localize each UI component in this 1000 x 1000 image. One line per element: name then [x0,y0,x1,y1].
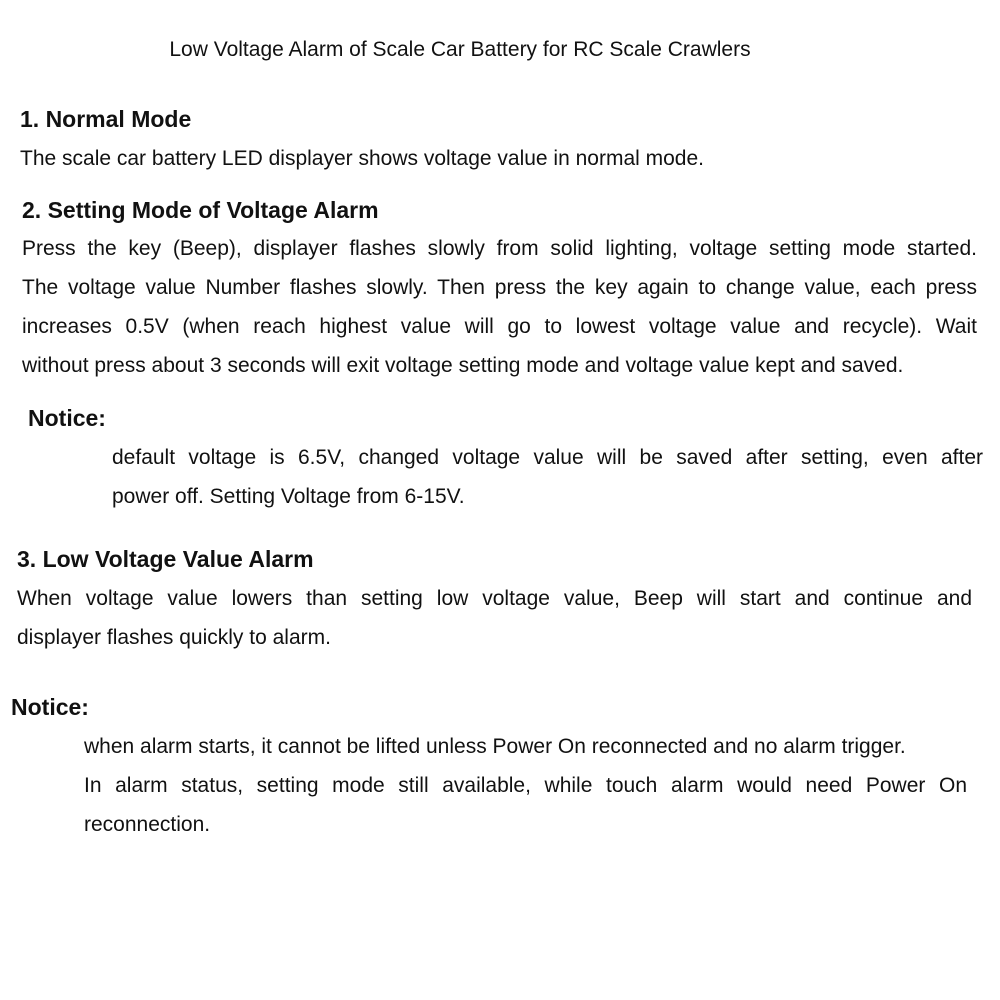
notice-2-line: reconnection. [84,813,211,836]
notice-2-line: In alarm status, setting mode still available, while touch alarm would need Power On [84,774,967,797]
document-title: Low Voltage Alarm of Scale Car Battery for RC Scale Crawlers [169,38,751,61]
section-1-body [20,139,970,178]
section-3-body [17,579,972,657]
notice-1-label: Notice: [28,405,106,431]
section-2-line: The voltage value Number flashes slowly. Then press the key again to change value, each press [22,276,977,299]
section-2-body [22,229,977,385]
notice-1-body [112,438,983,516]
section-2-line: without press about 3 seconds will exit voltage setting mode and voltage value kept and saved. [22,354,904,377]
notice-1-line: default voltage is 6.5V, changed voltage value will be saved after setting, even after [112,446,983,469]
section-3-heading: 3. Low Voltage Value Alarm [17,546,314,572]
section-1-heading: 1. Normal Mode [20,106,192,132]
section-1-line: The scale car battery LED displayer shows voltage value in normal mode. [20,147,704,170]
section-2-line: increases 0.5V (when reach highest value will go to lowest voltage value and recycle). Wait [22,315,977,338]
notice-2-line: when alarm starts, it cannot be lifted unless Power On reconnected and no alarm trigger. [84,735,906,758]
section-2-line: Press the key (Beep), displayer flashes slowly from solid lighting, voltage setting mode started. [22,237,977,260]
notice-2-label: Notice: [11,694,89,720]
section-3-line: displayer flashes quickly to alarm. [17,626,331,649]
section-3-line: When voltage value lowers than setting low voltage value, Beep will start and continue and [17,587,972,610]
notice-2-body [84,727,967,844]
notice-1-line: power off. Setting Voltage from 6-15V. [112,485,465,508]
section-2-heading: 2. Setting Mode of Voltage Alarm [22,197,379,223]
